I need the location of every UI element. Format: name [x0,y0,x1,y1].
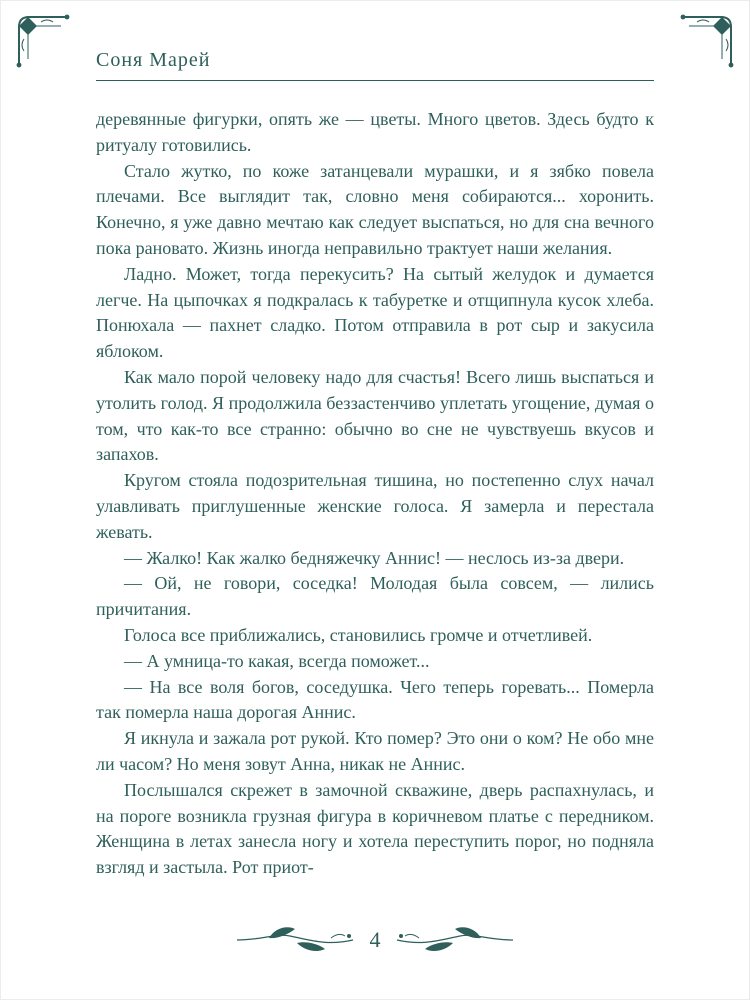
floral-flourish-icon [235,923,355,957]
corner-ornament-icon [15,13,75,73]
paragraph: Послышался скрежет в замочной скважине, дверь распахнулась, и на пороге возникла грузная фигура в коричневом платье с передником. Женщина в летах занесла ногу и хотела переступить порог, но подняла взгляд и застыла. Рот приот- [96,779,654,878]
paragraph: Я икнула и зажала рот рукой. Кто помер? Это они о ком? Не обо мне ли часом? Но меня зовут Анна, никак не Аннис. [96,728,654,774]
corner-ornament-icon [675,13,735,73]
paragraph: — На все воля богов, соседушка. Чего теперь горевать... Померла так померла наша дорогая Аннис. [96,676,654,723]
page-header [96,49,654,81]
paragraph: Кругом стояла подозрительная тишина, но постепенно слух начал улавливать приглушенные женские голоса. Я замерла и перестала жевать. [96,470,654,542]
page-footer [1,923,749,957]
page-text [96,107,654,881]
paragraph: Как мало порой человеку надо для счастья! Всего лишь выспаться и утолить голод. Я продолжила беззастенчиво уплетать угощение, думая о том, что как-то все странно: обычно во сне не чувствуешь вкусов и запахов. [96,366,654,465]
paragraph: — Ой, не говори, соседка! Молодая была совсем, — лились причитания. [96,573,654,620]
paragraph: — А умница-то какая, всегда поможет... [124,650,430,671]
paragraph: Ладно. Может, тогда перекусить? На сытый желудок и думается легче. На цыпочках я подкралась к табуретке и отщипнула кусок хлеба. Понюхала — пахнет сладко. Потом отправила в рот сыр и закусила яблоком. [96,263,654,362]
paragraph: — Жалко! Как жалко бедняжечку Аннис! — неслось из-за двери. [124,547,625,568]
page-number: 4 [369,927,381,952]
header-rule [96,80,654,81]
author-name: Соня Марей [96,49,211,71]
paragraph: Голоса все приближались, становились громче и отчетливей. [124,624,593,645]
paragraph: Стало жутко, по коже затанцевали мурашки, и я зябко повела плечами. Все выглядит так, словно меня собираются... хоронить. Конечно, я уже давно мечтаю как следует выспаться, но для сна вечного пока рановато. Жизнь иногда неправильно трактует наши желания. [96,160,654,258]
floral-flourish-icon [395,923,515,957]
paragraph: деревянные фигурки, опять же — цветы. Много цветов. Здесь будто к ритуалу готовились. [96,109,654,155]
